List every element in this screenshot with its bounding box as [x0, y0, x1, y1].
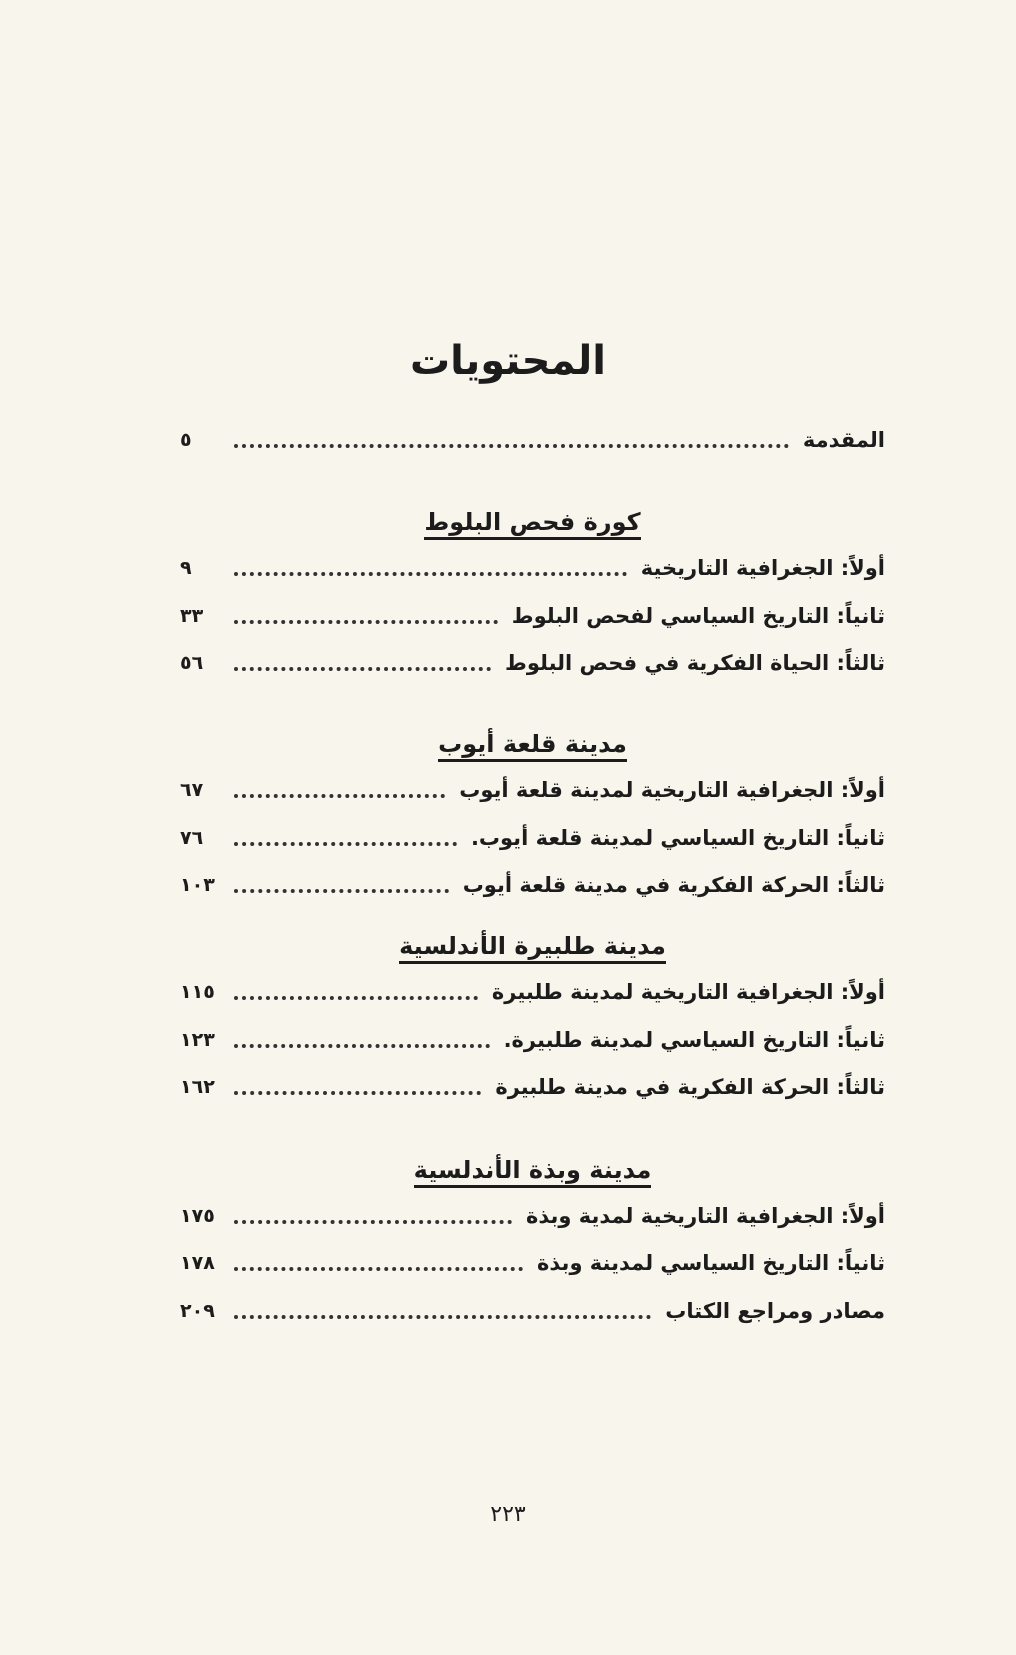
toc-entry-page: ٥ — [180, 429, 192, 451]
toc-entry-title: أولاً: الجغرافية التاريخية لمدية وبذة — [525, 1204, 885, 1228]
toc-entry — [180, 643, 885, 683]
toc-entry — [180, 596, 885, 636]
dot-leader — [234, 842, 457, 846]
dot-leader — [234, 1267, 523, 1271]
dot-leader — [234, 889, 449, 893]
toc-entry — [180, 972, 885, 1012]
toc-entry-page: ١٧٥ — [180, 1205, 215, 1227]
toc-entry-page: ١٢٣ — [180, 1029, 215, 1051]
page-title: المحتويات — [409, 338, 606, 384]
toc-entry — [180, 548, 885, 588]
toc-entry-sources — [180, 1291, 885, 1331]
toc-entry-intro — [180, 420, 885, 460]
dot-leader — [234, 1220, 512, 1224]
toc-entry-title: ثالثاً: الحياة الفكرية في فحص البلوط — [505, 651, 885, 675]
dot-leader — [234, 444, 789, 448]
toc-entry-title: ثانياً: التاريخ السياسي لفحص البلوط — [511, 604, 885, 628]
toc-entry-page: ٧٦ — [180, 827, 204, 849]
toc-entry-page: ٦٧ — [180, 779, 204, 801]
dot-leader — [234, 572, 627, 576]
page-number: ٢٢٣ — [490, 1502, 526, 1527]
section-heading: مدينة وبذة الأندلسية — [180, 1156, 885, 1190]
toc-entry-page: ٣٣ — [180, 605, 204, 627]
toc-entry — [180, 770, 885, 810]
dot-leader — [234, 667, 491, 671]
toc-entry-title: أولاً: الجغرافية التاريخية لمدينة طلبيرة — [491, 980, 885, 1004]
section-heading: مدينة طلبيرة الأندلسية — [180, 932, 885, 966]
toc-entry-title: ثانياً: التاريخ السياسي لمدينة طلبيرة. — [503, 1028, 885, 1052]
toc-entry — [180, 1020, 885, 1060]
section-heading: مدينة قلعة أيوب — [180, 730, 885, 764]
toc-entry-page: ١٧٨ — [180, 1252, 215, 1274]
toc-entry-title: أولاً: الجغرافية التاريخية لمدينة قلعة أيوب — [459, 778, 885, 802]
toc-entry — [180, 1067, 885, 1107]
dot-leader — [234, 996, 478, 1000]
dot-leader — [234, 794, 445, 798]
toc-entry-page: ١١٥ — [180, 981, 215, 1003]
dot-leader — [234, 1091, 481, 1095]
toc-entry-page: ٥٦ — [180, 652, 204, 674]
dot-leader — [234, 1315, 651, 1319]
toc-entry-title: مصادر ومراجع الكتاب — [665, 1299, 885, 1323]
toc-entry-page: ٩ — [180, 557, 192, 579]
toc-entry-page: ١٠٣ — [180, 874, 215, 896]
toc-entry-page: ١٦٢ — [180, 1076, 215, 1098]
toc-entry-title: ثانياً: التاريخ السياسي لمدينة وبذة — [537, 1251, 885, 1275]
toc-entry-title: أولاً: الجغرافية التاريخية — [640, 556, 885, 580]
toc-entry — [180, 1196, 885, 1236]
dot-leader — [234, 1044, 490, 1048]
section-heading: كورة فحص البلوط — [180, 508, 885, 542]
toc-entry-title: ثالثاً: الحركة الفكرية في مدينة قلعة أيوب — [462, 873, 885, 897]
dot-leader — [234, 620, 498, 624]
toc-entry-title: المقدمة — [802, 428, 885, 452]
toc-entry-page: ٢٠٩ — [180, 1300, 215, 1322]
toc-entry — [180, 818, 885, 858]
toc-entry-title: ثانياً: التاريخ السياسي لمدينة قلعة أيوب. — [470, 826, 885, 850]
toc-entry — [180, 865, 885, 905]
toc-entry — [180, 1243, 885, 1283]
toc-entry-title: ثالثاً: الحركة الفكرية في مدينة طلبيرة — [495, 1075, 885, 1099]
